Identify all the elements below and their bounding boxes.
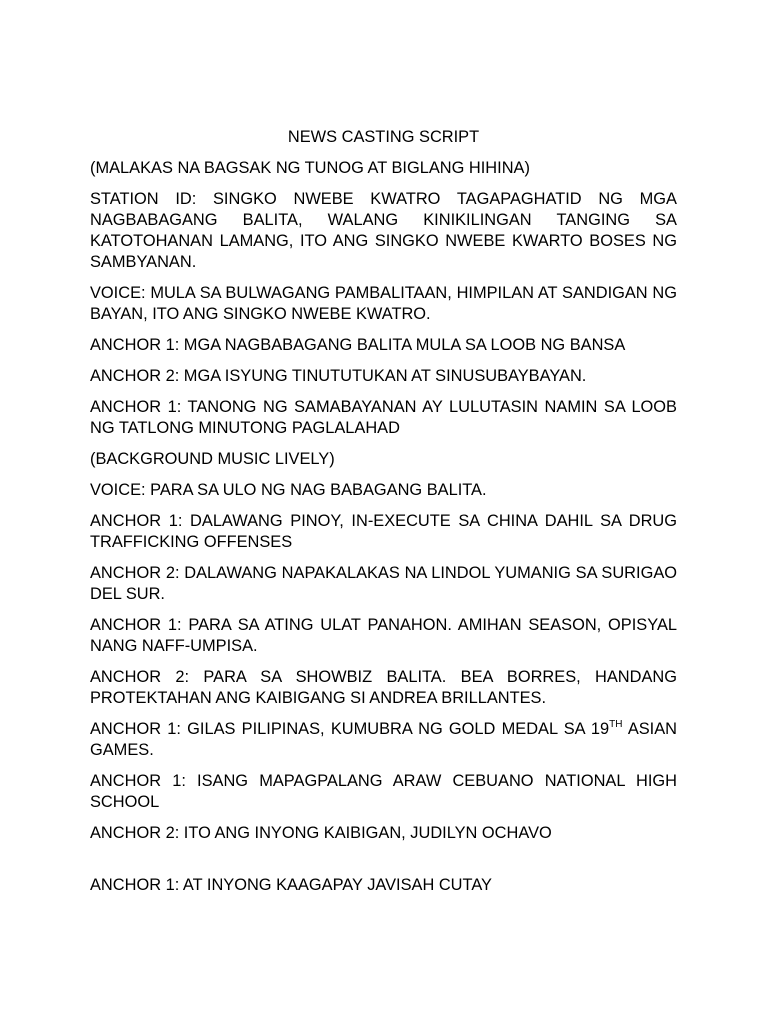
document-title: NEWS CASTING SCRIPT (287, 128, 480, 146)
headline-line: ANCHOR 1: PARA SA ATING ULAT PANAHON. AMIHAN SEASON, OPISYAL NANG NAFF-UMPISA. (90, 616, 677, 655)
sound-cue-intro: (MALAKAS NA BAGSAK NG TUNOG AT BIGLANG HIHINA) (90, 159, 530, 177)
anchor-line: ANCHOR 1: TANONG NG SAMABAYANAN AY LULUTASIN NAMIN SA LOOB NG TATLONG MINUTONG PAGLALAHAD (90, 398, 677, 437)
voice-headline-line: VOICE: PARA SA ULO NG NAG BABAGANG BALITA. (90, 481, 487, 499)
anchor-line: ANCHOR 2: MGA ISYUNG TINUTUTUKAN AT SINUSUBAYBAYAN. (90, 367, 587, 385)
headline-line-gilas (90, 719, 677, 761)
gilas-text-end: ASIAN GAMES. (90, 720, 678, 759)
voice-intro-line: VOICE: MULA SA BULWAGANG PAMBALITAAN, HIMPILAN AT SANDIGAN NG BAYAN, ITO ANG SINGKO NWEBE KWATRO. (90, 284, 677, 323)
final-line: ANCHOR 1: AT INYONG KAAGAPAY JAVISAH CUTAY (90, 876, 492, 894)
station-id-line: STATION ID: SINGKO NWEBE KWATRO TAGAPAGHATID NG MGA NAGBABAGANG BALITA, WALANG KINIKILINGAN TANGING SA KATOTOHANAN LAMANG, ITO ANG SINGKO NWEBE KWARTO BOSES NG SAMBYANAN. (90, 190, 677, 271)
anchor-line: ANCHOR 1: MGA NAGBABAGANG BALITA MULA SA LOOB NG BANSA (90, 336, 626, 354)
music-cue: (BACKGROUND MUSIC LIVELY) (90, 450, 335, 468)
gilas-text: ANCHOR 1: GILAS PILIPINAS, KUMUBRA NG GOLD MEDAL SA 19 (90, 720, 610, 738)
headline-line: ANCHOR 2: DALAWANG NAPAKALAKAS NA LINDOL YUMANIG SA SURIGAO DEL SUR. (90, 564, 677, 603)
closing-line: ANCHOR 1: ISANG MAPAGPALANG ARAW CEBUANO NATIONAL HIGH SCHOOL (90, 772, 677, 811)
ordinal-suffix: TH (609, 718, 623, 730)
blank-line (90, 854, 677, 875)
headline-line: ANCHOR 2: PARA SA SHOWBIZ BALITA. BEA BORRES, HANDANG PROTEKTAHAN ANG KAIBIGANG SI ANDREA BRILLANTES. (90, 668, 677, 707)
script-page (90, 127, 677, 906)
headline-line: ANCHOR 1: DALAWANG PINOY, IN-EXECUTE SA CHINA DAHIL SA DRUG TRAFFICKING OFFENSES (90, 512, 677, 551)
closing-line: ANCHOR 2: ITO ANG INYONG KAIBIGAN, JUDILYN OCHAVO (90, 824, 552, 842)
